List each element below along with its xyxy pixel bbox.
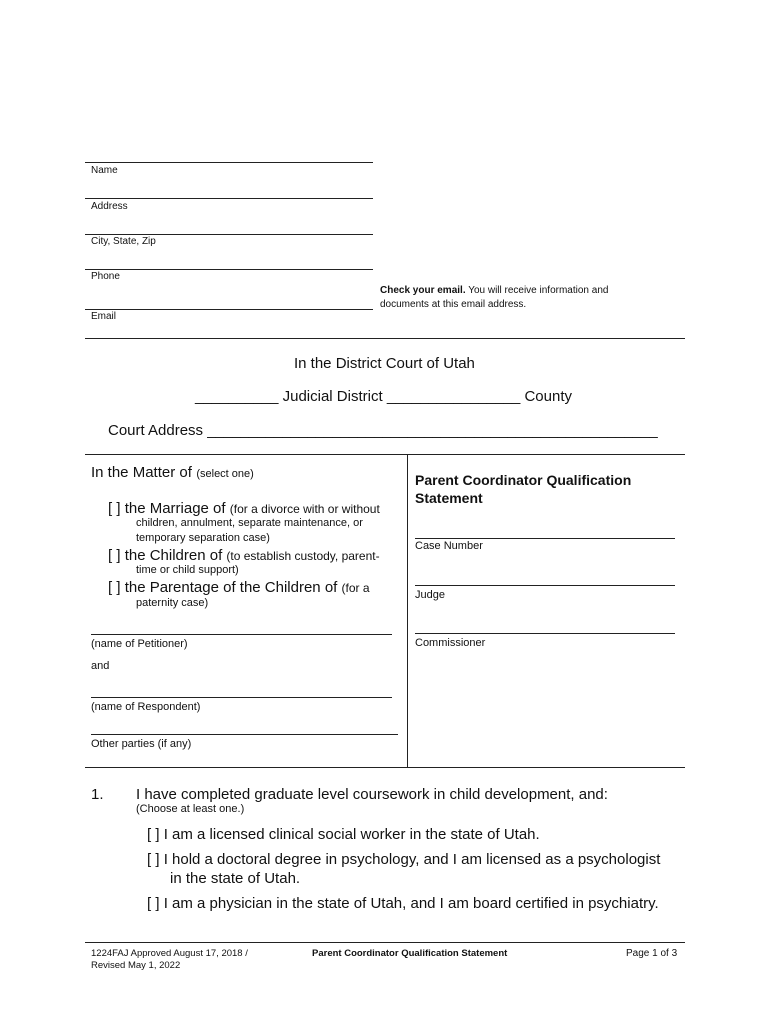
email-label: Email [91,311,117,322]
court-address-line [108,422,658,439]
choice-physician-box[interactable]: [ ] [147,895,160,912]
and-label: and [91,660,110,672]
check-email-note [380,284,608,312]
case-number-line[interactable] [415,538,675,539]
choice-psychologist-box[interactable]: [ ] [147,851,160,868]
document-title-line1: Parent Coordinator Qualification [415,472,632,488]
option-parentage-label: the Parentage of the Children of [124,579,338,596]
county-label: County [524,388,572,405]
district-label: Judicial District [282,388,383,405]
option-parentage-note2: paternity case) [136,597,209,609]
option-marriage-box[interactable]: [ ] [108,500,121,517]
court-address-blank[interactable]: ______________________________________________________ [207,422,658,439]
choice-physician[interactable] [147,894,659,913]
choice-physician-text: I am a physician in the state of Utah, and I am board certified in psychiatry. [163,895,659,912]
option-marriage-label: the Marriage of [124,500,226,517]
petitioner-label: (name of Petitioner) [91,638,188,650]
petitioner-line[interactable] [91,634,392,635]
matter-title-note: (select one) [196,468,254,480]
option-parentage[interactable] [108,579,370,596]
other-parties-line[interactable] [91,734,398,735]
check-email-rest: You will receive information and [465,285,609,296]
name-line[interactable] [85,162,373,163]
option-children-note: (to establish custody, parent- [226,549,380,563]
header-divider [85,338,685,339]
name-label: Name [91,165,118,176]
footer-divider [85,942,685,943]
city-label: City, State, Zip [91,236,156,247]
city-line[interactable] [85,234,373,235]
phone-label: Phone [91,271,120,282]
address-line[interactable] [85,198,373,199]
county-blank[interactable]: ________________ [386,388,521,405]
commissioner-label: Commissioner [415,637,486,649]
footer-form-line1: 1224FAJ Approved August 17, 2018 / [91,948,248,959]
commissioner-line[interactable] [415,633,675,634]
option-parentage-box[interactable]: [ ] [108,579,121,596]
judicial-district-line [195,388,572,405]
caption-divider [407,454,408,767]
choice-psychologist[interactable] [147,850,660,869]
option-parentage-note: (for a [341,581,370,595]
document-title-line2: Statement [415,490,483,506]
footer-form-info [91,948,248,972]
footer-page-number: Page 1 of 3 [626,948,678,959]
document-title [415,471,631,507]
email-line[interactable] [85,309,373,310]
court-title: In the District Court of Utah [294,355,475,372]
choice-social-worker-box[interactable]: [ ] [147,826,160,843]
footer-title: Parent Coordinator Qualification Statement [312,948,508,959]
choice-psychologist-text: I hold a doctoral degree in psychology, and I am licensed as a psychologist [163,851,661,868]
other-parties-label: Other parties (if any) [91,738,192,750]
respondent-line[interactable] [91,697,392,698]
option-marriage-note3: temporary separation case) [136,532,270,544]
matter-title [91,464,254,482]
statement-note: (Choose at least one.) [136,803,245,815]
option-marriage-note2: children, annulment, separate maintenance, or [136,517,363,529]
check-email-bold: Check your email. [380,285,466,296]
address-label: Address [91,201,128,212]
option-children-label: the Children of [124,547,223,564]
phone-line[interactable] [85,269,373,270]
statement-number: 1. [91,786,104,803]
case-number-label: Case Number [415,540,483,552]
footer-form-line2: Revised May 1, 2022 [91,960,181,971]
choice-psychologist-line2: in the state of Utah. [170,870,301,887]
caption-bottom-border [85,767,685,768]
respondent-label: (name of Respondent) [91,701,201,713]
caption-top-border [85,454,685,455]
option-children[interactable] [108,547,380,564]
option-marriage[interactable] [108,500,380,517]
check-email-line2: documents at this email address. [380,299,527,310]
option-marriage-note: (for a divorce with or without [229,502,380,516]
matter-title-text: In the Matter of [91,464,192,481]
option-children-box[interactable]: [ ] [108,547,121,564]
choice-social-worker[interactable] [147,825,540,844]
judge-label: Judge [415,589,445,601]
choice-social-worker-text: I am a licensed clinical social worker in the state of Utah. [163,826,540,843]
judge-line[interactable] [415,585,675,586]
district-blank[interactable]: __________ [195,388,279,405]
court-address-label: Court Address [108,422,204,439]
option-children-note2: time or child support) [136,564,239,576]
statement-text: I have completed graduate level coursework in child development, and: [136,786,608,803]
